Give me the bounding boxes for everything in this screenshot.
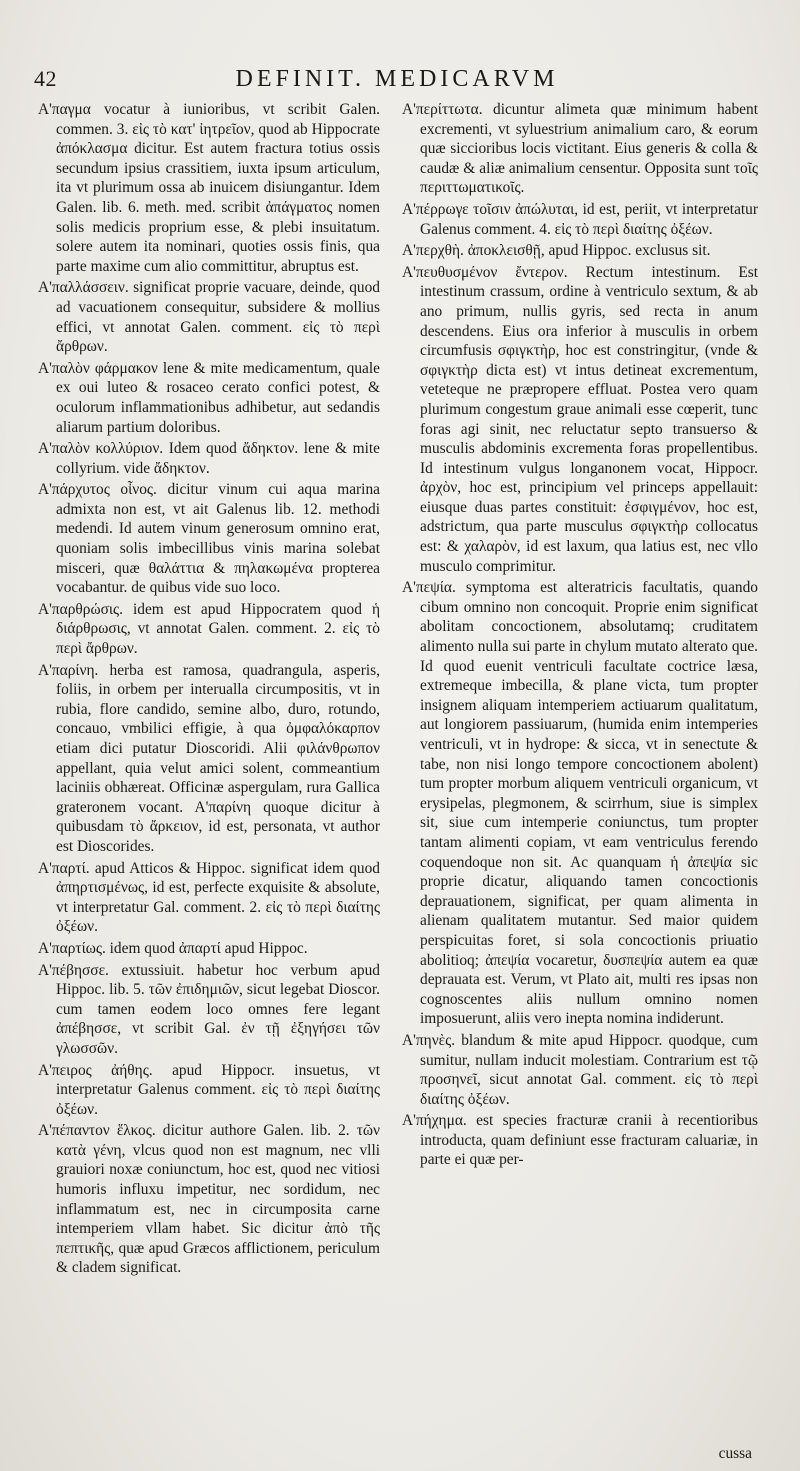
dictionary-entry: A'παρθρώσις. idem est apud Hippocratem quod ἡ διάρθρωσις, vt annotat Galen. comment. 2. εἰς τὸ περὶ ἄρθρων. [38,600,380,658]
dictionary-entry: A'παλλάσσειν. significat proprie vacuare, deinde, quod ad vacuationem consequitur, subsidere & mollius effici, vt annotat Galen. comment. εἰς τὸ περὶ ἄρθρων. [38,279,380,356]
dictionary-entry: A'παγμα vocatur à iunioribus, vt scribit Galen. commen. 3. εἰς τὸ κατ' ἰητρεῖον, quod ab Hippocrate ἀπόκλασμα dicitur. Est autem fractura totius ossis secundum ipsius crassitiem, iuxta ipsum articulum, ita vt plurimum ossa ab inuicem disiungantur. Idem Galen. lib. 6. meth. med. scribit ἀπάγματος nomen solis medicis proprium esse, & plebi insuitatum. solere autem ita nominari, quoties ossis finis, qua parte maxime cum alio committitur, abruptus est. [38,101,380,275]
left-column [38,100,380,1457]
dictionary-entry: A'πηνὲς. blandum & mite apud Hippocr. quodque, cum sumitur, nullam inducit molestiam. Contrarium est τῷ προσηνεῖ, sicut annotat Gal. comment. εἰς τὸ περὶ διαίτης ὀξέων. [402,1031,758,1108]
dictionary-entry: A'πήχημα. est species fracturæ cranii à recentioribus introducta, quam definiunt esse fracturam caluariæ, in parte ei quæ per- [402,1112,758,1169]
right-column [402,100,758,1457]
page-number: 42 [34,66,57,91]
dictionary-entry: A'παρτίως. idem quod ἀπαρτί apud Hippoc. [38,939,308,957]
dictionary-entry: A'περχθὴ. ἀποκλεισθῇ, apud Hippoc. exclusus sit. [402,242,711,260]
dictionary-entry: A'πειρος ἀήθης. apud Hippocr. insuetus, vt interpretatur Galenus comment. εἰς τὸ περὶ διαίτης ὀξέων. [38,1061,380,1118]
dictionary-entry: A'πέρρωγε τοῖσιν ἀπώλυται, id est, periit, vt interpretatur Galenus comment. 4. εἰς τὸ περὶ διαίτης ὀξέων. [402,200,758,238]
dictionary-entry: A'περίττωτα. dicuntur alimeta quæ minimum habent excrementi, vt syluestrium animalium caro, & eorum quæ siccioribus locis victitant. Eius generis & colla & caudæ & aliæ animalium censentur. Opposita sunt τοῖς περιττωματικοῖς. [402,101,758,197]
dictionary-entry: A'πέβησσε. extussiuit. habetur hoc verbum apud Hippoc. lib. 5. τῶν ἐπιδημιῶν, sicut legebat Dioscor. cum tamen eodem loco omnes fere legant ἀπέβησσε, vt scribit Gal. ἐν τῇ ἐξηγήσει τῶν γλωσσῶν. [38,961,380,1057]
dictionary-entry: A'πάρχυτος οἶνος. dicitur vinum cui aqua marina admixta non est, vt ait Galenus lib. 12. methodi medendi. Id autem vinum generosum omnino erat, quoniam solis imbecillibus vinis marina solebat misceri, quæ θαλάττια & πηλακωμένα propterea vocabantur. de quibus vide suo loco. [38,481,380,597]
dictionary-entry: A'πευθυσμένον ἔντερον. Rectum intestinum. Est intestinum crassum, ordine à ventriculo sextum, & ab ano primum, nullis gyris, sed recta in anum descendens. Eius ora inferior à musculis in orbem circumfusis σφιγκτὴρ, hoc est constringitur, (vnde & σφιγκτὴρ dicta est) vt intus detineat excrementum, veteteque ne præpropere effluat. Postea vero quam plurimum congestum graue animali esse cœperit, tunc foras agi sinit, nec reluctatur septo transuerso & musculis abdominis excrementa foras propellentibus. Id intestinum vulgus longanonem vocat, Hippocr. ἀρχὸν, hoc est, principium vel princeps appellauit: eiusque duas partes constituit: ἐσφιγμένον, hoc est, adstrictum, qua parte musculus σφιγκτὴρ collocatus est: & χαλαρὸν, id est laxum, qua latius est, nec vllo musculo comprimitur. [402,263,758,575]
page-header [34,66,760,96]
dictionary-entry: A'παλὸν κολλύριον. Idem quod ἄδηκτον. lene & mite collyrium. vide ἄδηκτον. [38,440,380,477]
dictionary-entry: A'πέπαντον ἕλκος. dicitur authore Galen. lib. 2. τῶν κατὰ γένη, vlcus quod non est magnum, nec vlli grauiori noxæ coniunctum, hoc est, quod nec vitiosi humoris influxu impetitur, nec sordidum, nec inflammatum est, nec in circumposita carne intemperiem vllam habet. Sic dicitur ἀπὸ τῆς πεπτικῆς, quæ apud Græcos afflictionem, periculum & cladem significat. [38,1122,380,1277]
dictionary-entry: A'πεψία. symptoma est alteratricis facultatis, quando cibum omnino non concoquit. Proprie enim significat abolitam concoctionem, absolutamq; cruditatem alimento nulla sui parte in chylum mutato alterato que. Id quod euenit ventriculi facultate coctrice læsa, extremeque imbecilla, & plane victa, tum propter insignem aliquam intemperiem actiuarum qualitatum, aut longiorem passiuarum, (humida enim intemperies ventriculi, vt in hydrope: & sicca, vt in senectute & tabe, non nisi longo tempore concoctionem abolent) tum propter morbum aliquem ventriculi organicum, vt erysipelas, plegmonem, & scirrhum, siue is simplex sit, siue cum intemperie coniunctus, tum propter tantam alimenti copiam, vt eam ventriculus ferendo coquendoque non sit. Ac quanquam ἡ ἀπεψία sic proprie dicatur, aliquando tamen concoctionis deprauationem, significat, per quam alimenta in alienam qualitatem mutantur. Sed maior quidem perspicuitas foret, si sola concoctionis priuatio abolitioq; ἀπεψία vocaretur, δυσπεψία autem ea quæ deprauata est. Verum, vt Plato ait, multi res ipsas non cognoscentes aliis nullum omnino nomen imposuerunt, aliis vero inepta nomina indiderunt. [402,579,758,1028]
catchword: cussa [718,1445,752,1462]
running-head: DEFINIT. MEDICARVM [235,66,559,92]
dictionary-entry: A'παρίνη. herba est ramosa, quadrangula, asperis, foliis, in orbem per interualla circumpositis, vt in rubia, flore candido, semine albo, duro, rotundo, concauo, vmbilici effigie, à qua ὀμφαλόκαρπον etiam dici putatur Dioscoridi. Alii φιλάνθρωπον appellant, quia velut amici solent, commeantium laciniis obhæreat. Officinæ aspergulam, rura Gallica grateronem vocant. A'παρίνη quoque dicitur à quibusdam τὸ ἄρκειον, id est, personata, vt author est Dioscorides. [38,661,380,855]
dictionary-entry: A'παλὸν φάρμακον lene & mite medicamentum, quale ex oui luteo & rosaceo cerato confici potest, & oculorum inflammationibus adhibetur, aut sedandis aliarum partium doloribus. [38,359,380,436]
dictionary-entry: A'παρτί. apud Atticos & Hippoc. significat idem quod ἀπηρτισμένως, id est, perfecte exquisite & absolute, vt interpretatur Gal. comment. 2. εἰς τὸ περὶ διαίτης ὀξέων. [38,859,380,936]
